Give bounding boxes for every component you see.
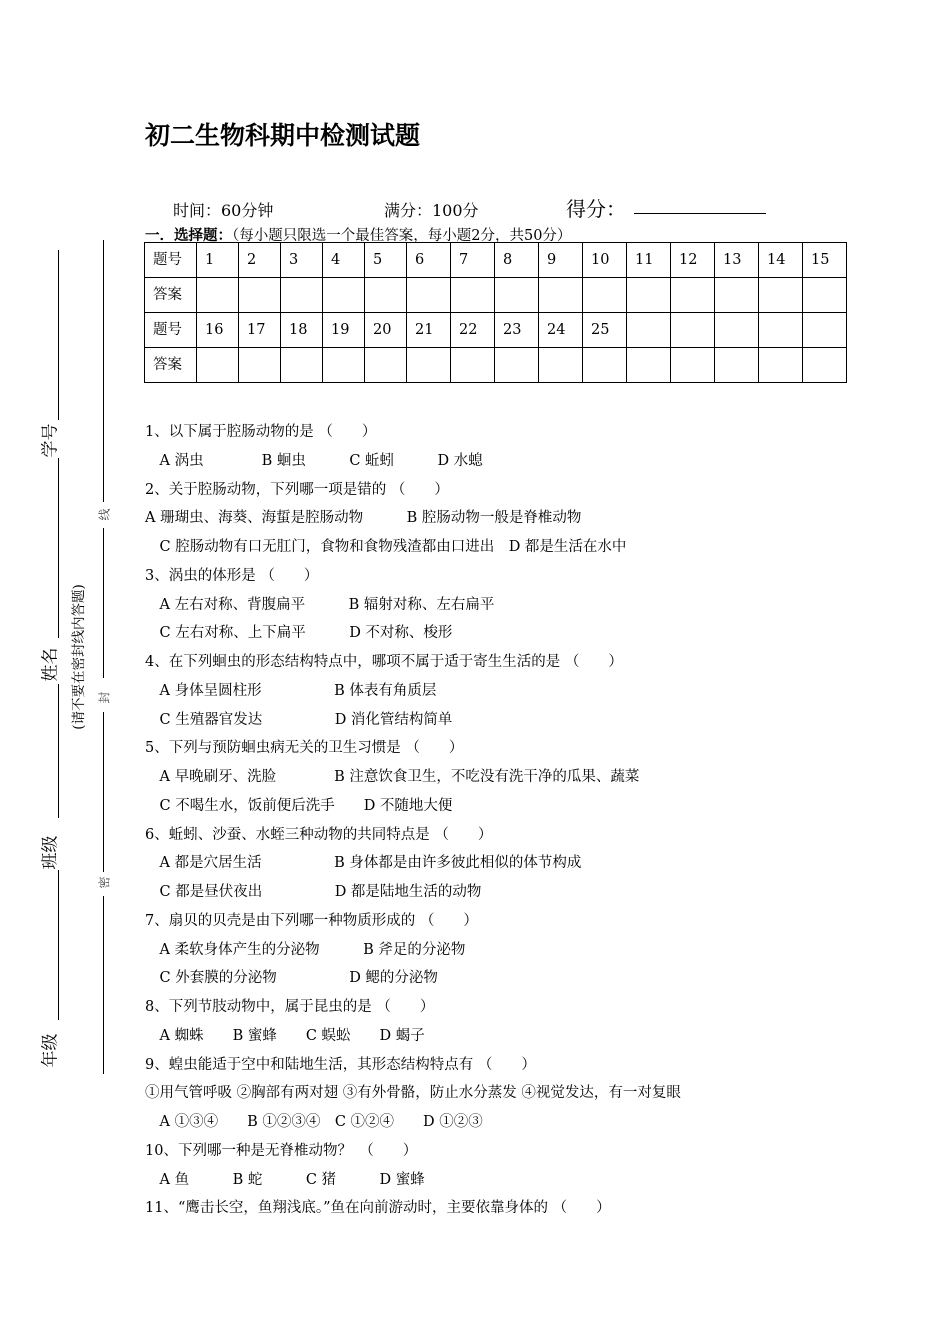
name-label: 姓名: [40, 647, 61, 682]
question-line: C 左右对称、上下扁平 D 不对称、梭形: [145, 625, 453, 642]
name-line[interactable]: [58, 458, 59, 638]
question-line: 2、关于腔肠动物，下列哪一项是错的 （ ）: [145, 481, 449, 498]
answer-cell[interactable]: [365, 278, 407, 313]
answer-cell[interactable]: [451, 278, 495, 313]
question-line: A 蜘蛛 B 蜜蜂 C 蜈蚣 D 蝎子: [145, 1027, 425, 1044]
answer-cell[interactable]: [495, 348, 539, 383]
grid-number: [627, 313, 671, 348]
grid-number: 3: [281, 243, 323, 278]
answer-cell[interactable]: [197, 348, 239, 383]
answer-cell[interactable]: [583, 278, 627, 313]
answer-cell[interactable]: [671, 348, 715, 383]
answer-cell[interactable]: [627, 278, 671, 313]
grid-number: 18: [281, 313, 323, 348]
question-list: [145, 418, 885, 1223]
grade-line[interactable]: [58, 870, 59, 1020]
question-line: 11、“鹰击长空，鱼翔浅底。”鱼在向前游动时，主要依靠身体的 （ ）: [145, 1200, 611, 1217]
grid-number: 19: [323, 313, 365, 348]
answer-cell[interactable]: [539, 278, 583, 313]
answer-cell[interactable]: [627, 348, 671, 383]
grid-number: 11: [627, 243, 671, 278]
student-id-label: 学号: [40, 423, 61, 458]
class-line[interactable]: [58, 684, 59, 818]
class-label: 班级: [40, 835, 61, 870]
question-line: A 柔软身体产生的分泌物 B 斧足的分泌物: [145, 941, 466, 958]
answer-cell[interactable]: [715, 278, 759, 313]
question-line: A 珊瑚虫、海葵、海蜇是腔肠动物 B 腔肠动物一般是脊椎动物: [145, 510, 582, 527]
student-id-line[interactable]: [58, 250, 59, 420]
question-line: 1、以下属于腔肠动物的是 （ ）: [145, 424, 377, 440]
exam-time: 时间：60分钟: [173, 201, 274, 220]
question-line: A ①③④ B ①②③④ C ①②④ D ①②③: [145, 1114, 483, 1130]
answer-cell[interactable]: [323, 278, 365, 313]
answer-cell[interactable]: [239, 278, 281, 313]
grid-number: [671, 313, 715, 348]
row-label: 题号: [145, 313, 197, 348]
question-line: ①用气管呼吸 ②胸部有两对翅 ③有外骨骼，防止水分蒸发 ④视觉发达，有一对复眼: [145, 1085, 681, 1102]
grid-number: 17: [239, 313, 281, 348]
question-line: A 身体呈圆柱形 B 体表有角质层: [145, 682, 437, 699]
grid-number: 20: [365, 313, 407, 348]
grid-number: 12: [671, 243, 715, 278]
question-line: C 腔肠动物有口无肛门，食物和食物残渣都由口进出 D 都是生活在水中: [145, 539, 627, 555]
seal-line-segment: [103, 896, 104, 1074]
seal-line-segment: [103, 240, 104, 502]
grid-number: 16: [197, 313, 239, 348]
score-label: 得分：: [566, 197, 626, 221]
answer-cell[interactable]: [239, 348, 281, 383]
answer-cell[interactable]: [365, 348, 407, 383]
question-line: C 外套膜的分泌物 D 鳃的分泌物: [145, 970, 438, 987]
answer-cell[interactable]: [539, 348, 583, 383]
grid-number: 6: [407, 243, 451, 278]
score-blank-line[interactable]: [634, 213, 766, 214]
question-line: C 不喝生水，饭前便后洗手 D 不随地大便: [145, 797, 453, 814]
question-line: A 早晚刷牙、洗脸 B 注意饮食卫生，不吃没有洗干净的瓜果、蔬菜: [145, 769, 640, 785]
grid-row-numbers-2: [145, 313, 847, 348]
grid-number: 25: [583, 313, 627, 348]
grid-number: 4: [323, 243, 365, 278]
question-line: 5、下列与预防蛔虫病无关的卫生习惯是 （ ）: [145, 740, 464, 757]
question-line: 3、涡虫的体形是 （ ）: [145, 567, 319, 584]
row-label: 答案: [145, 278, 197, 313]
question-line: 9、蝗虫能适于空中和陆地生活，其形态结构特点有 （ ）: [145, 1056, 536, 1073]
question-line: 7、扇贝的贝壳是由下列哪一种物质形成的 （ ）: [145, 912, 478, 929]
grid-number: 22: [451, 313, 495, 348]
grade-label: 年级: [40, 1033, 61, 1068]
grid-number: 24: [539, 313, 583, 348]
grid-number: 10: [583, 243, 627, 278]
answer-grid: [144, 242, 847, 383]
answer-cell[interactable]: [451, 348, 495, 383]
grid-number: 15: [803, 243, 847, 278]
grid-number: 7: [451, 243, 495, 278]
question-line: C 生殖器官发达 D 消化管结构简单: [145, 711, 453, 728]
answer-cell[interactable]: [803, 348, 847, 383]
answer-cell[interactable]: [671, 278, 715, 313]
row-label: 答案: [145, 348, 197, 383]
grid-number: [803, 313, 847, 348]
question-line: 6、蚯蚓、沙蚕、水蛭三种动物的共同特点是 （ ）: [145, 826, 493, 843]
seal-line-segment: [103, 528, 104, 678]
answer-cell[interactable]: [715, 348, 759, 383]
answer-cell[interactable]: [407, 278, 451, 313]
question-line: A 左右对称、背腹扁平 B 辐射对称、左右扁平: [145, 596, 495, 613]
grid-number: 9: [539, 243, 583, 278]
row-label: 题号: [145, 243, 197, 278]
seal-char-seal: 封: [97, 691, 112, 704]
full-score: 满分：100分: [384, 201, 479, 220]
question-line: A 鱼 B 蛇 C 猪 D 蜜蜂: [145, 1171, 425, 1188]
section-label: 一．选择题：: [145, 228, 232, 244]
answer-cell[interactable]: [759, 348, 803, 383]
question-line: 4、在下列蛔虫的形态结构特点中，哪项不属于适于寄生生活的是 （ ）: [145, 654, 623, 670]
grid-number: [715, 313, 759, 348]
question-line: 8、下列节肢动物中，属于昆虫的是 （ ）: [145, 999, 435, 1015]
answer-cell[interactable]: [281, 278, 323, 313]
grid-row-answers-2: [145, 348, 847, 383]
grid-number: 5: [365, 243, 407, 278]
answer-cell[interactable]: [197, 278, 239, 313]
question-line: A 都是穴居生活 B 身体都是由许多彼此相似的体节构成: [145, 855, 582, 872]
question-line: C 都是昼伏夜出 D 都是陆地生活的动物: [145, 884, 482, 900]
question-line: A 涡虫 B 蛔虫 C 蚯蚓 D 水螅: [145, 452, 483, 469]
answer-cell[interactable]: [323, 348, 365, 383]
answer-cell[interactable]: [583, 348, 627, 383]
grid-number: 14: [759, 243, 803, 278]
seal-char-line: 线: [97, 508, 112, 521]
grid-row-answers-1: [145, 278, 847, 313]
answer-cell[interactable]: [759, 278, 803, 313]
section-note: （每小题只限选一个最佳答案，每小题2分，共50分）: [232, 228, 572, 244]
grid-number: 21: [407, 313, 451, 348]
answer-cell[interactable]: [281, 348, 323, 383]
seal-line-segment: [103, 712, 104, 872]
binding-note: (请不要在密封线内答题): [71, 584, 87, 730]
grid-number: [759, 313, 803, 348]
seal-char-secret: 密: [97, 876, 112, 889]
grid-number: 8: [495, 243, 539, 278]
grid-number: 1: [197, 243, 239, 278]
answer-cell[interactable]: [803, 278, 847, 313]
grid-row-numbers-1: [145, 243, 847, 278]
grid-number: 23: [495, 313, 539, 348]
page-title: 初二生物科期中检测试题: [145, 121, 421, 150]
grid-number: 2: [239, 243, 281, 278]
question-line: 10、下列哪一种是无脊椎动物？ （ ）: [145, 1142, 418, 1159]
grid-number: 13: [715, 243, 759, 278]
answer-cell[interactable]: [407, 348, 451, 383]
answer-cell[interactable]: [495, 278, 539, 313]
